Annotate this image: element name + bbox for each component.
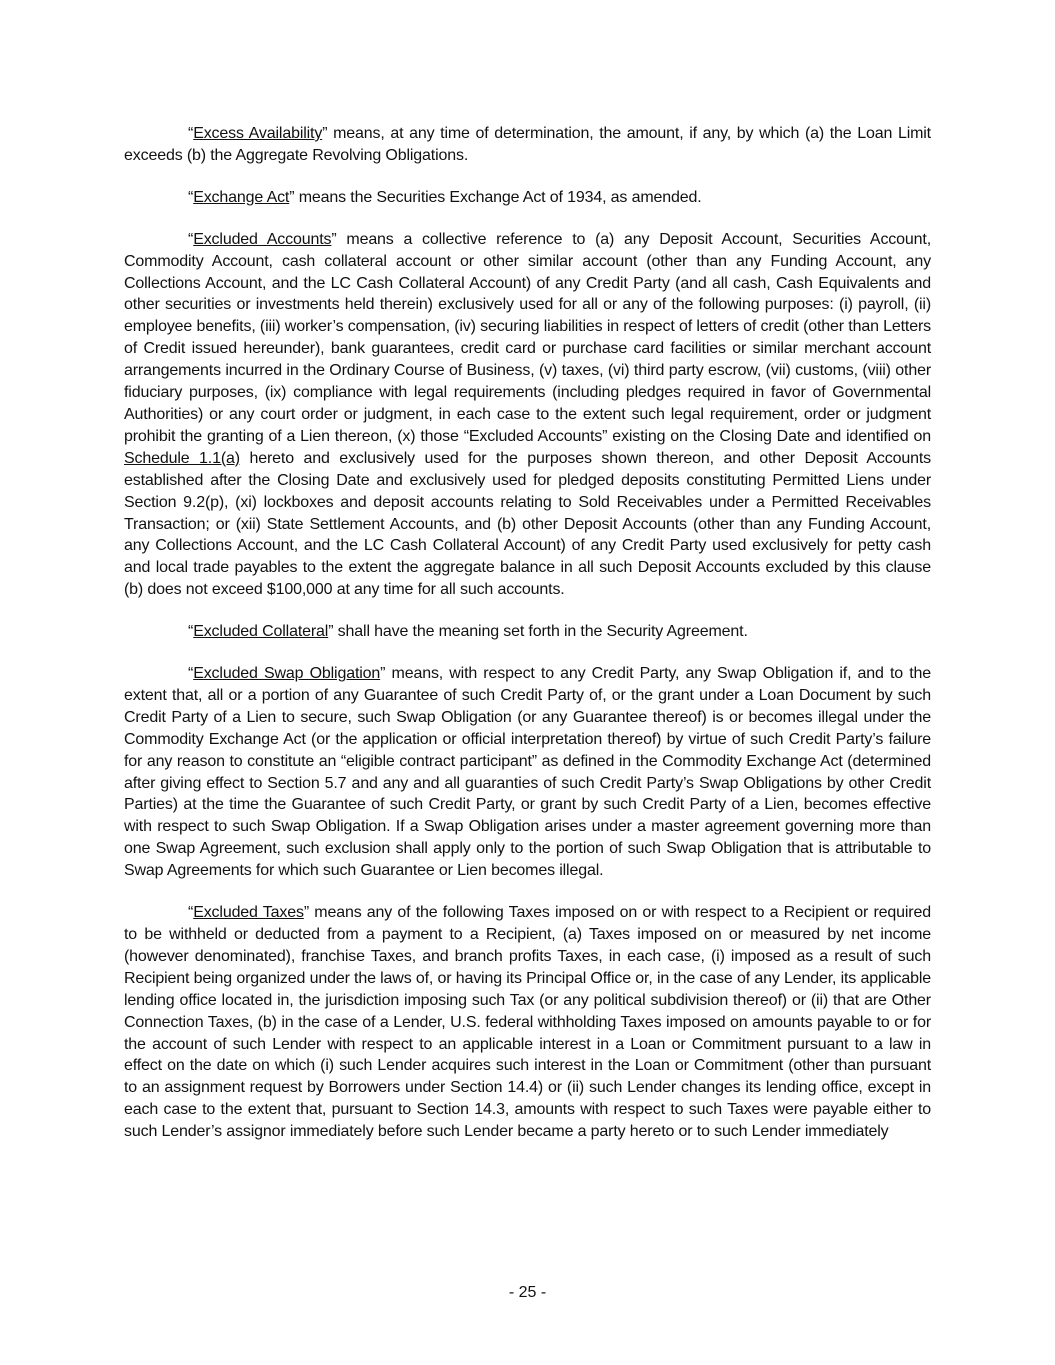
open-quote: “ [188,623,194,641]
open-quote: “ [188,125,194,142]
definition-text: means, with respect to any Credit Party, any Swap Obligation if, and to the extent that, all or a portion of any Guarantee of such Credit Party of, or the grant under a Loan Document by such Credit Party of a Lien to secure, such Swap Obligation (or any Guarantee thereof) is or becomes illegal under the Commodity Exchange Act (or the application or official interpretation thereof) by virtue of such Credit Party’s failure for any reason to constitute an “eligible contract participant” as defined in the Commodity Exchange Act (determined after giving effect to Section 5.7 and any and all guaranties of such Credit Party’s Swap Obligations by other Credit Parties) at the time the Guarantee of such Credit Party, or grant by such Credit Party of a Lien, becomes effective with respect to such Swap Obligation. If a Swap Obligation arises under a master agreement governing more than one Swap Agreement, such exclusion shall apply only to the portion of such Swap Obligation that is attributable to Swap Agreements for which such Guarantee or Lien becomes illegal. [124,665,931,880]
definition-exchange-act [124,187,931,209]
defined-term: Excluded Accounts [193,230,332,248]
definition-text: means the Securities Exchange Act of 1934, as amended. [294,188,702,206]
definition-text: means any of the following Taxes imposed on or with respect to a Recipient or required to be withheld or deducted from a payment to a Recipient, (a) Taxes imposed on or measured by net income (however denominated), franchise Taxes, and branch profits Taxes, in each case, (i) imposed as a result of such Recipient being organized under the laws of, or having its Principal Office or, in the case of any Lender, its applicable lending office located in, the jurisdiction imposing such Tax (or any political subdivision thereof) or (ii) that are Other Connection Taxes, (b) in the case of a Lender, U.S. federal withholding Taxes imposed on amounts payable to or for the account of such Lender with respect to an applicable interest in a Loan or Commitment pursuant to a law in effect on the date on which (i) such Lender acquires such interest in the Loan or Commitment (other than pursuant to an assignment request by Borrowers under Section 14.4) or (ii) such Lender changes its lending office, except in each case to the extent that, pursuant to Section 14.3, amounts with respect to such Taxes were payable either to such Lender’s assignor immediately before such Lender became a party hereto or to such Lender immediately [124,904,931,1141]
definition-text: means a collective reference to (a) any Deposit Account, Securities Account, Commodity Account, cash collateral account or other similar account (other than any Funding Account, any Collections Account, and the LC Cash Collateral Account) of any Credit Party (and all cash, Cash Equivalents and other securities or investments held therein) exclusively used for all or any of the following purposes: (i) payroll, (ii) employee benefits, (iii) worker’s compensation, (iv) securing liabilities in respect of letters of credit (other than Letters of Credit issued hereunder), bank guarantees, credit card or purchase card facilities or similar merchant account arrangements incurred in the Ordinary Course of Business, (v) taxes, (vi) third party escrow, (vii) customs, (viii) other fiduciary purposes, (ix) compliance with legal requirements (including pledges required in favor of Governmental Authorities) or any court order or judgment, in each case to the extent such legal requirement, order or judgment prohibit the granting of a Lien thereon, (x) those “Excluded Accounts” existing on the Closing Date and identified on [124,230,931,445]
schedule-reference: Schedule 1.1(a) [124,449,240,467]
defined-term: Excluded Swap Obligation [193,665,381,683]
definition-text: shall have the meaning set forth in the Security Agreement. [333,623,748,641]
close-quote: ” [322,125,328,142]
defined-term: Excluded Collateral [193,623,329,641]
close-quote: ” [328,623,334,641]
close-quote: ” [303,904,310,922]
open-quote: “ [188,230,194,248]
open-quote: “ [188,188,194,206]
defined-term: Exchange Act [193,188,290,206]
defined-term: Excluded Taxes [193,904,304,922]
defined-term: Excess Availability [193,125,323,142]
close-quote: ” [289,188,295,206]
definition-excess-availability [124,123,931,167]
definition-text: means, at any time of determination, the amount, if any, by which (a) the Loan Limit exceeds (b) the Aggregate Revolving Obligations. [124,125,931,164]
close-quote: ” [380,665,386,683]
definition-excluded-swap-obligation [124,663,931,882]
definition-excluded-accounts [124,229,931,601]
open-quote: “ [188,665,194,683]
definition-excluded-taxes [124,902,931,1143]
close-quote: ” [331,230,337,248]
page-number: - 25 - [508,1284,547,1301]
open-quote: “ [188,904,194,922]
definition-text-continued: hereto and exclusively used for the purposes shown thereon, and other Deposit Accounts established after the Closing Date and exclusively used for pledged deposits constituting Permitted Liens under Section 9.2(p), (xi) lockboxes and deposit accounts relating to Sold Receivables under a Permitted Receivables Transaction; or (xii) State Settlement Accounts, and (b) other Deposit Accounts (other than any Funding Account, any Collections Account, and the LC Cash Collateral Account) of any Credit Party used exclusively for petty cash and local trade payables to the extent the aggregate balance in all such Deposit Accounts excluded by this clause (b) does not exceed $100,000 at any time for all such accounts. [124,449,931,599]
definition-excluded-collateral [124,621,931,643]
page-body [124,123,931,1163]
